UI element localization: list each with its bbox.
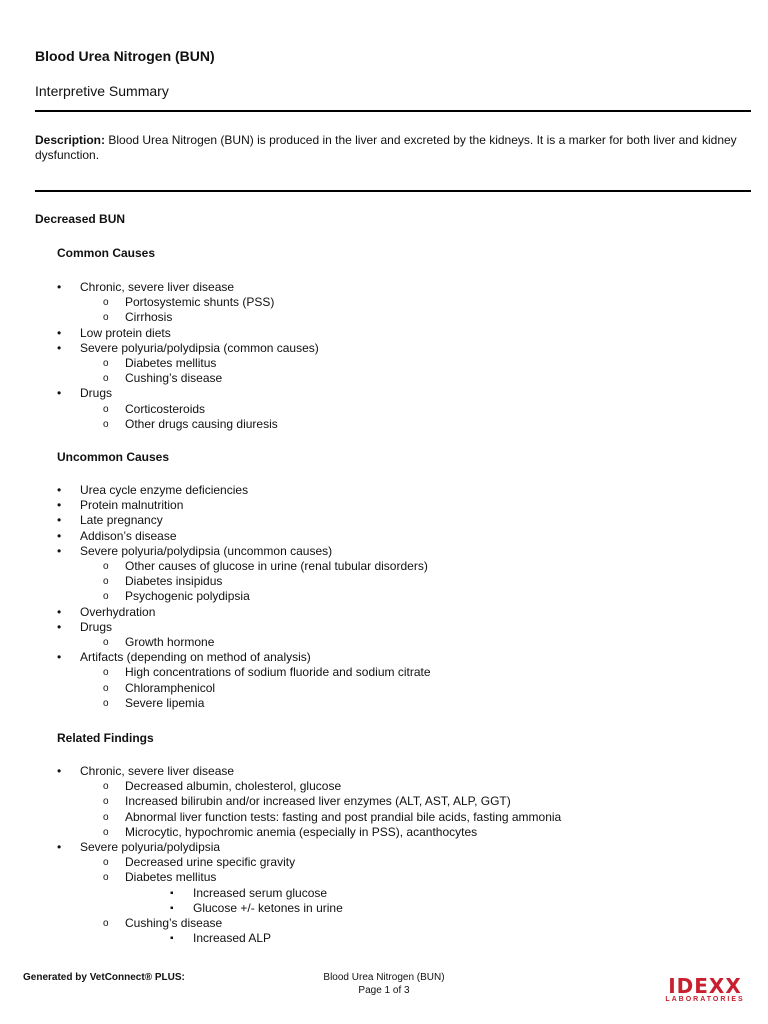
list-item: o Diabetes insipidus — [80, 574, 431, 589]
list-item: o Psychogenic polydipsia — [80, 589, 431, 604]
list-item: • Chronic, severe liver disease o Decreased albumin, cholesterol, glucose o Increased bilirubin and/or increased liver enzymes (ALT, AST, ALP, GGT) o Abnormal liver function tests: fasting and post prandial bile acids, fasting ammonia o Microcytic, hypochromic anemia (especially in PSS), acanthocytes — [57, 764, 561, 840]
list-item: • Severe polyuria/polydipsia o Decreased urine specific gravity o Diabetes mellitus ▪ Increased serum glucose ▪ Glucose +/- ketones in urine o Cushing’s disease ▪ Increased ALP — [57, 840, 561, 946]
list-item: o Cushing’s disease — [80, 371, 319, 386]
document-subtitle: Interpretive Summary — [35, 83, 169, 99]
footer-page-number: Page 1 of 3 — [358, 985, 410, 996]
list-item: o Portosystemic shunts (PSS) — [80, 295, 319, 310]
list-item: o Increased bilirubin and/or increased liver enzymes (ALT, AST, ALP, GGT) — [80, 794, 561, 809]
list-item: • Drugs o Corticosteroids o Other drugs causing diuresis — [57, 386, 319, 432]
list-item: o High concentrations of sodium fluoride and sodium citrate — [80, 665, 431, 680]
list-item: • Urea cycle enzyme deficiencies — [57, 483, 431, 498]
related-findings-heading: Related Findings — [57, 731, 154, 745]
list-item: o Chloramphenicol — [80, 681, 431, 696]
list-item: • Severe polyuria/polydipsia (common causes) o Diabetes mellitus o Cushing’s disease — [57, 341, 319, 387]
logo-subtext: LABORATORIES — [665, 996, 745, 1003]
description-paragraph — [35, 133, 750, 163]
list-item: o Diabetes mellitus — [80, 356, 319, 371]
list-item: • Addison’s disease — [57, 529, 431, 544]
list-item: • Late pregnancy — [57, 513, 431, 528]
footer-doc-name: Blood Urea Nitrogen (BUN) — [323, 972, 445, 983]
list-item: • Artifacts (depending on method of analysis) o High concentrations of sodium fluoride and sodium citrate o Chloramphenicol o Severe lipemia — [57, 650, 431, 711]
list-item: o Microcytic, hypochromic anemia (especially in PSS), acanthocytes — [80, 825, 561, 840]
list-item: o Decreased albumin, cholesterol, glucose — [80, 779, 561, 794]
description-label: Description: — [35, 133, 106, 147]
list-item: o Abnormal liver function tests: fasting and post prandial bile acids, fasting ammonia — [80, 810, 561, 825]
uncommon-causes-list — [57, 483, 431, 711]
list-item: • Drugs o Growth hormone — [57, 620, 431, 650]
related-findings-list — [57, 764, 561, 946]
list-item: o Cushing’s disease ▪ Increased ALP — [80, 916, 561, 946]
footer-generated-by: Generated by VetConnect® PLUS: — [23, 972, 185, 983]
list-item: • Protein malnutrition — [57, 498, 431, 513]
list-item: • Overhydration — [57, 605, 431, 620]
idexx-logo — [662, 976, 748, 1006]
document-title: Blood Urea Nitrogen (BUN) — [35, 48, 215, 64]
list-item: o Other causes of glucose in urine (renal tubular disorders) — [80, 559, 431, 574]
list-item: o Decreased urine specific gravity — [80, 855, 561, 870]
footer-center — [284, 971, 484, 997]
list-item: o Diabetes mellitus ▪ Increased serum glucose ▪ Glucose +/- ketones in urine — [80, 870, 561, 916]
list-item: o Severe lipemia — [80, 696, 431, 711]
description-divider — [35, 190, 751, 192]
list-item: o Other drugs causing diuresis — [80, 417, 319, 432]
list-item: ▪ Increased ALP — [125, 931, 561, 946]
description-text: Blood Urea Nitrogen (BUN) is produced in the liver and excreted by the kidneys. It is a marker for both liver and kidney dysfunction. — [35, 133, 737, 162]
header-divider — [35, 110, 751, 112]
list-item: o Cirrhosis — [80, 310, 319, 325]
logo-wordmark: IDEXX — [668, 974, 742, 998]
list-item: • Chronic, severe liver disease o Portosystemic shunts (PSS) o Cirrhosis — [57, 280, 319, 326]
list-item: ▪ Increased serum glucose — [125, 886, 561, 901]
common-causes-list — [57, 280, 319, 432]
common-causes-heading: Common Causes — [57, 246, 156, 260]
uncommon-causes-heading: Uncommon Causes — [57, 450, 170, 464]
list-item: ▪ Glucose +/- ketones in urine — [125, 901, 561, 916]
list-item: • Severe polyuria/polydipsia (uncommon causes) o Other causes of glucose in urine (renal tubular disorders) o Diabetes insipidus o Psychogenic polydipsia — [57, 544, 431, 605]
section-title: Decreased BUN — [35, 212, 126, 226]
list-item: o Corticosteroids — [80, 402, 319, 417]
list-item: • Low protein diets — [57, 326, 319, 341]
list-item: o Growth hormone — [80, 635, 431, 650]
